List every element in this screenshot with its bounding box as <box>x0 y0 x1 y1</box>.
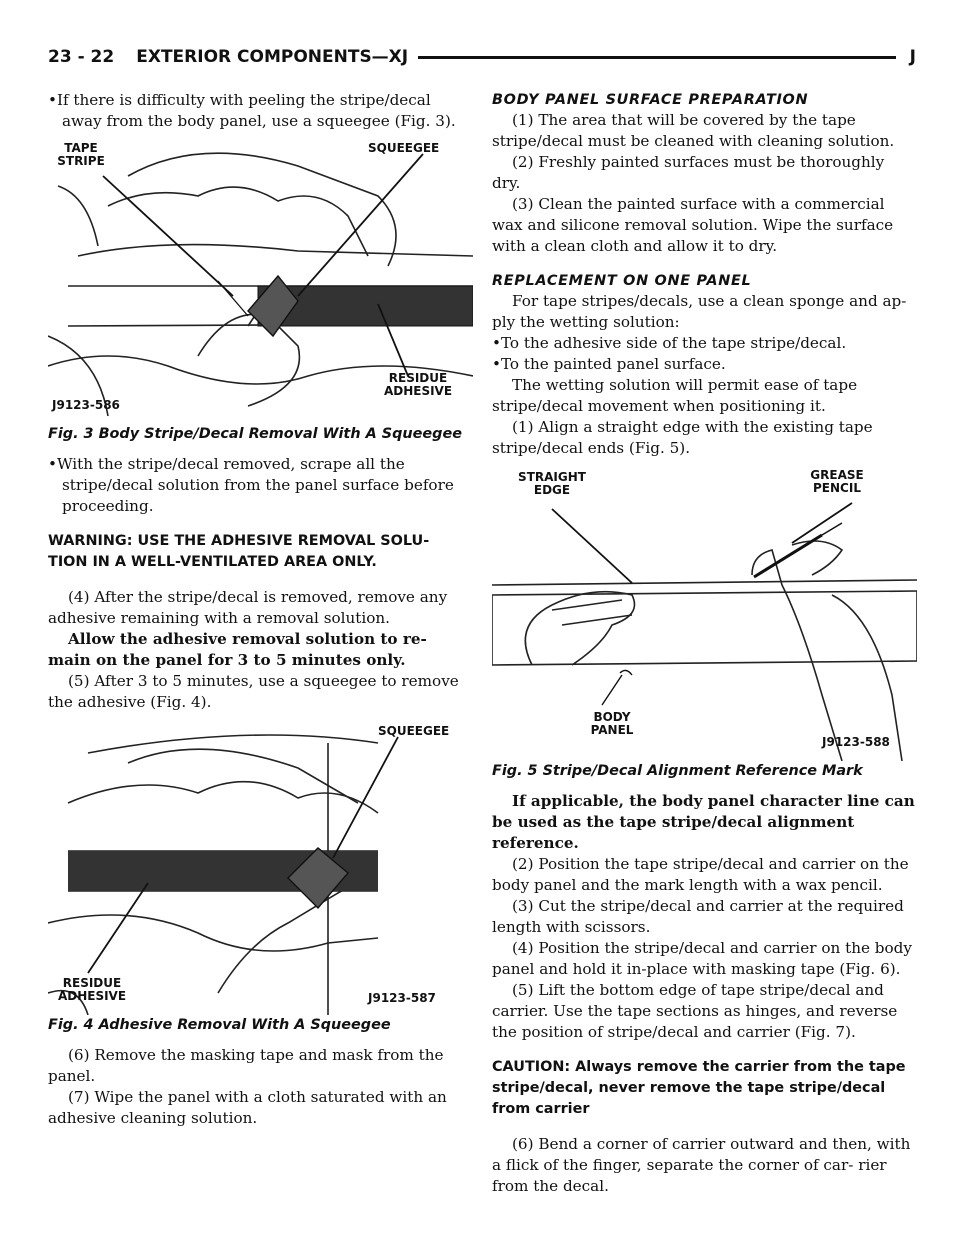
heading-surface-preparation: BODY PANEL SURFACE PREPARATION <box>492 92 809 108</box>
bullet-painted-surface: •To the painted panel surface. <box>492 355 726 373</box>
figure-5-caption: Fig. 5 Stripe/Decal Alignment Reference Mark <box>492 763 863 779</box>
label-tape-stripe: TAPE STRIPE <box>57 141 105 168</box>
bullet-peeling: •If there is difficulty with peeling the stripe/decal away from the body panel, use a squeegee (Fig. 3). <box>48 91 456 130</box>
wetting-note: The wetting solution will permit ease of tape stripe/decal movement when positioning it. <box>492 376 858 415</box>
replacement-intro: For tape stripes/decals, use a clean sponge and ap- ply the wetting solution: <box>492 292 907 331</box>
figure-4 <box>48 723 473 1015</box>
step-4: (4) After the stripe/decal is removed, remove any adhesive remaining with a removal solution. <box>48 588 448 627</box>
label-straight-edge: STRAIGHT EDGE <box>518 470 586 497</box>
label-residue-adhesive: RESIDUE ADHESIVE <box>57 976 127 1003</box>
right-column <box>492 90 917 1197</box>
figure-code: J9123-586 <box>52 398 120 412</box>
warning-text: WARNING: USE THE ADHESIVE REMOVAL SOLU- TION IN A WELL-VENTILATED AREA ONLY. <box>48 533 430 570</box>
bullet-adhesive-side: •To the adhesive side of the tape stripe/decal. <box>492 334 847 352</box>
label-squeegee: SQUEEGEE <box>368 141 440 155</box>
label-residue-adhesive: RESIDUE ADHESIVE <box>383 371 453 398</box>
figure-4-caption: Fig. 4 Adhesive Removal With A Squeegee <box>48 1017 391 1033</box>
prep-step-1: (1) The area that will be covered by the tape stripe/decal must be cleaned with cleaning solution. <box>492 111 895 150</box>
prep-step-2: (2) Freshly painted surfaces must be thoroughly dry. <box>492 153 885 192</box>
replacement-step-6: (6) Bend a corner of carrier outward and then, with a flick of the finger, separate the corner of car- rier from the decal. <box>492 1135 911 1195</box>
prep-step-3: (3) Clean the painted surface with a commercial wax and silicone removal solution. Wipe the surface with a clean cloth and allow it to dry. <box>492 195 894 255</box>
section-title: EXTERIOR COMPONENTS—XJ <box>136 47 409 67</box>
figure-3-caption: Fig. 3 Body Stripe/Decal Removal With A Squeegee <box>48 426 462 442</box>
label-body-panel: BODY PANEL <box>590 710 634 737</box>
page-number: 23 - 22 <box>48 47 115 67</box>
edition-letter: J <box>909 47 916 67</box>
note-bold: Allow the adhesive removal solution to re- main on the panel for 3 to 5 minutes only. <box>48 630 427 669</box>
step-5: (5) After 3 to 5 minutes, use a squeegee to remove the adhesive (Fig. 4). <box>48 672 459 711</box>
replacement-step-5: (5) Lift the bottom edge of tape stripe/decal and carrier. Use the tape sections as hinges, and reverse the position of stripe/decal and carrier (Fig. 7). <box>492 981 898 1041</box>
replacement-step-3: (3) Cut the stripe/decal and carrier at the required length with scissors. <box>492 897 904 936</box>
header-rule <box>418 56 896 59</box>
step-7: (7) Wipe the panel with a cloth saturated with an adhesive cleaning solution. <box>48 1088 447 1127</box>
figure-code: J9123-587 <box>368 991 436 1005</box>
step-6: (6) Remove the masking tape and mask from the panel. <box>48 1046 444 1085</box>
figure-code: J9123-588 <box>822 735 890 749</box>
page-header <box>48 42 916 72</box>
replacement-step-2: (2) Position the tape stripe/decal and carrier on the body panel and the mark length with a wax pencil. <box>492 855 909 894</box>
figure-4-illustration <box>48 723 473 1015</box>
heading-replacement: REPLACEMENT ON ONE PANEL <box>492 273 752 289</box>
left-column <box>48 90 473 1129</box>
alignment-reference-note: If applicable, the body panel character line can be used as the tape stripe/decal alignment reference. <box>492 792 915 852</box>
label-squeegee: SQUEEGEE <box>378 724 450 738</box>
figure-5-illustration <box>492 465 917 761</box>
caution-text: CAUTION: Always remove the carrier from the tape stripe/decal, never remove the tape stripe/decal from carrier <box>492 1059 906 1117</box>
replacement-step-4: (4) Position the stripe/decal and carrier on the body panel and hold it in-place with masking tape (Fig. 6). <box>492 939 912 978</box>
figure-5 <box>492 465 917 761</box>
replacement-step-1: (1) Align a straight edge with the existing tape stripe/decal ends (Fig. 5). <box>492 418 873 457</box>
bullet-scrape: •With the stripe/decal removed, scrape all the stripe/decal solution from the panel surface before proceeding. <box>48 455 454 515</box>
figure-3 <box>48 136 473 424</box>
label-grease-pencil: GREASE PENCIL <box>810 468 864 495</box>
